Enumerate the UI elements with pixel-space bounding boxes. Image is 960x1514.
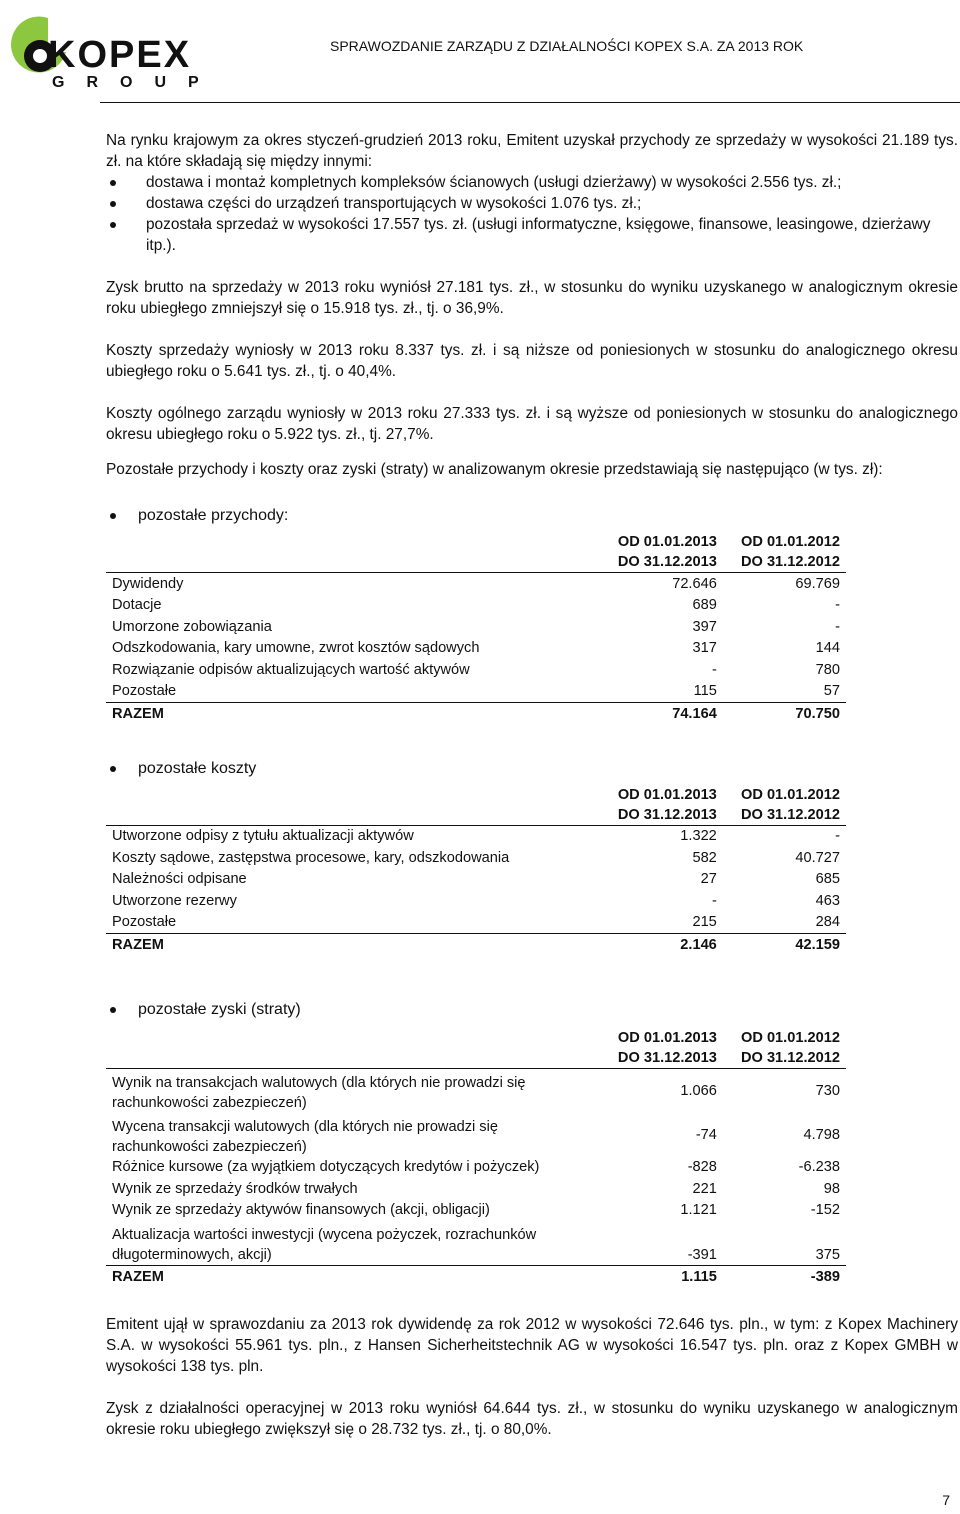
column-header-2013: OD 01.01.2013 DO 31.12.2013 bbox=[600, 1028, 723, 1069]
table-row: Umorzone zobowiązania 397 - bbox=[112, 618, 840, 635]
table-row: Należności odpisane 27 685 bbox=[112, 871, 840, 887]
page-header bbox=[0, 0, 960, 104]
table-row: Dotacje 689 - bbox=[112, 597, 840, 613]
table-header-row bbox=[106, 1028, 846, 1069]
table-header-row bbox=[106, 785, 846, 826]
kopex-logo bbox=[8, 8, 221, 98]
table-row: Różnice kursowe (za wyjątkiem dotyczących kredytów i pożyczek) -828 -6.238 bbox=[112, 1159, 840, 1175]
table-row: Wynik ze sprzedaży środków trwałych 221 98 bbox=[112, 1180, 840, 1197]
total-row: RAZEM 2.146 42.159 bbox=[106, 934, 846, 956]
page-content bbox=[106, 130, 958, 1440]
column-header-2013: OD 01.01.2013 DO 31.12.2013 bbox=[600, 532, 723, 573]
logo-group-text: GROUP bbox=[52, 74, 221, 91]
sales-breakdown-list bbox=[106, 172, 958, 256]
table-row: Utworzone odpisy z tytułu aktualizacji aktywów 1.322 - bbox=[112, 828, 840, 844]
gains-heading: pozostałe zyski (straty) bbox=[106, 999, 958, 1020]
list-item: dostawa części do urządzeń transportujących w wysokości 1.076 tys. zł.; bbox=[106, 193, 958, 214]
logo-wordmark: KOPEX bbox=[48, 34, 192, 76]
dividend-paragraph: Emitent ujął w sprawozdaniu za 2013 rok dywidendę za rok 2012 w wysokości 72.646 tys. pln., w tym: z Kopex Machinery S.A. w wysokości 55.961 tys. pln., z Hansen Sicherheitstechnik AG w wysokości 16.547 tys. pln. oraz z Kopex GMBH w wysokości 138 tys. pln. bbox=[106, 1315, 958, 1375]
other-income-table bbox=[106, 532, 846, 725]
other-items-intro: Pozostałe przychody i koszty oraz zyski (straty) w analizowanym okresie przedstawiają się następująco (w tys. zł): bbox=[106, 461, 883, 478]
list-item: pozostała sprzedaż w wysokości 17.557 tys. zł. (usługi informatyczne, księgowe, finansowe, leasingowe, dzierżawy itp.). bbox=[106, 214, 958, 256]
selling-costs-paragraph: Koszty sprzedaży wyniosły w 2013 roku 8.337 tys. zł. i są niższe od poniesionych w stosunku do analogicznego okresu ubiegłego roku o 5.641 tys. zł., tj. o 40,4%. bbox=[106, 342, 958, 380]
total-row: RAZEM 74.164 70.750 bbox=[106, 703, 846, 725]
table-row: Rozwiązanie odpisów aktualizujących wartość aktywów - 780 bbox=[112, 661, 840, 678]
column-header-2013: OD 01.01.2013 DO 31.12.2013 bbox=[600, 785, 723, 826]
income-heading: pozostałe przychody: bbox=[106, 505, 958, 526]
other-costs-table bbox=[106, 785, 846, 956]
table-row: Odszkodowania, kary umowne, zwrot kosztów sądowych 317 144 bbox=[112, 640, 840, 656]
table-row: Dywidendy 72.646 69.769 bbox=[112, 575, 840, 592]
other-gains-table bbox=[106, 1028, 846, 1288]
table-row: Utworzone rezerwy - 463 bbox=[112, 892, 840, 909]
column-header-2012: OD 01.01.2012 DO 31.12.2012 bbox=[723, 532, 846, 573]
column-header-2012: OD 01.01.2012 DO 31.12.2012 bbox=[723, 1028, 846, 1069]
total-row: RAZEM 1.115 -389 bbox=[106, 1266, 846, 1288]
table-header-row bbox=[106, 532, 846, 573]
gross-profit-paragraph: Zysk brutto na sprzedaży w 2013 roku wyniósł 27.181 tys. zł., w stosunku do wyniku uzyskanego w analogicznym okresie roku ubiegłego zmniejszył się o 15.918 tys. zł., tj. o 36,9%. bbox=[106, 279, 958, 317]
table-row: Wycena transakcji walutowych (dla których nie prowadzi się rachunkowości zabezpieczeń) -74 4.798 bbox=[112, 1118, 840, 1155]
table-row: Aktualizacja wartości inwestycji (wycena pożyczek, rozrachunków długoterminowych, akcji) -391 375 bbox=[112, 1227, 840, 1263]
page-number: 7 bbox=[942, 1492, 950, 1508]
table-row: Pozostałe 115 57 bbox=[112, 683, 840, 699]
operating-profit-paragraph: Zysk z działalności operacyjnej w 2013 roku wyniósł 64.644 tys. zł., w stosunku do wyniku uzyskanego w analogicznym okresie roku ubiegłego zwiększył się o 28.732 tys. zł., tj. o 80,0%. bbox=[106, 1399, 958, 1438]
admin-costs-paragraph: Koszty ogólnego zarządu wyniosły w 2013 roku 27.333 tys. zł. i są wyższe od poniesionych w stosunku do analogicznego okresu ubiegłego roku o 5.922 tys. zł., tj. 27,7%. bbox=[106, 405, 958, 443]
table-row: Pozostałe 215 284 bbox=[112, 914, 840, 930]
report-title: SPRAWOZDANIE ZARZĄDU Z DZIAŁALNOŚCI KOPEX S.A. ZA 2013 ROK bbox=[330, 38, 804, 54]
table-row: Wynik na transakcjach walutowych (dla których nie prowadzi się rachunkowości zabezpieczeń) 1.066 730 bbox=[112, 1074, 840, 1111]
costs-heading: pozostałe koszty bbox=[106, 758, 958, 779]
header-divider bbox=[100, 102, 960, 103]
list-item: dostawa i montaż kompletnych kompleksów ścianowych (usługi dzierżawy) w wysokości 2.556 tys. zł.; bbox=[106, 172, 958, 193]
table-row: Koszty sądowe, zastępstwa procesowe, kary, odszkodowania 582 40.727 bbox=[112, 849, 840, 866]
intro-paragraph: Na rynku krajowym za okres styczeń-grudzień 2013 roku, Emitent uzyskał przychody ze sprzedaży w wysokości 21.189 tys. zł. na które składają się między innymi: bbox=[106, 132, 958, 170]
table-row: Wynik ze sprzedaży aktywów finansowych (akcji, obligacji) 1.121 -152 bbox=[112, 1202, 840, 1218]
column-header-2012: OD 01.01.2012 DO 31.12.2012 bbox=[723, 785, 846, 826]
